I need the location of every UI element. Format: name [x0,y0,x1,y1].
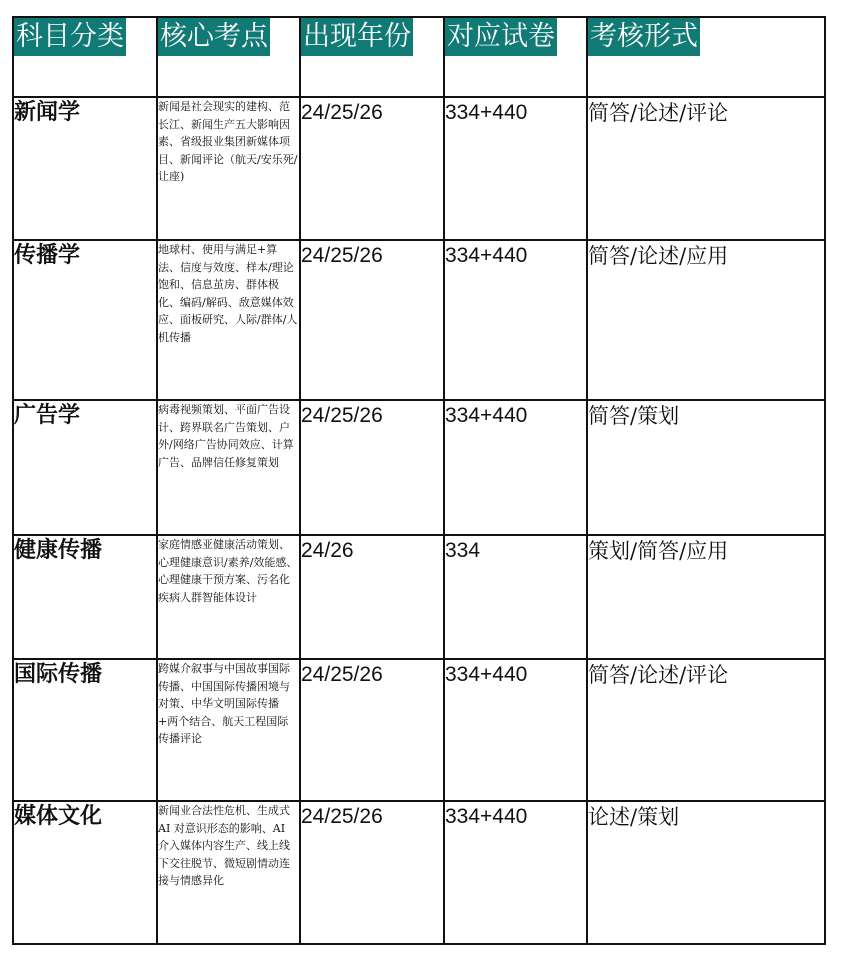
header-label: 出现年份 [301,18,413,56]
years-cell: 24/25/26 [300,97,444,240]
format-cell: 简答/策划 [587,400,825,535]
header-format [587,17,825,97]
years-cell: 24/25/26 [300,659,444,801]
papers-cell: 334+440 [444,97,587,240]
table-row [13,659,825,801]
table-row [13,97,825,240]
header-years [300,17,444,97]
header-papers [444,17,587,97]
papers-cell: 334 [444,535,587,659]
header-label: 对应试卷 [445,18,557,56]
subject-cell: 广告学 [13,400,157,535]
table-row [13,400,825,535]
years-cell: 24/25/26 [300,801,444,944]
exam-topics-table [12,16,826,945]
table-row [13,801,825,944]
points-cell: 新闻是社会现实的建构、范长江、新闻生产五大影响因素、省级报业集团新媒体项目、新闻评论（航天/安乐死/让座) [157,97,300,240]
subject-cell: 新闻学 [13,97,157,240]
papers-cell: 334+440 [444,240,587,400]
format-cell: 论述/策划 [587,801,825,944]
papers-cell: 334+440 [444,801,587,944]
header-points [157,17,300,97]
papers-cell: 334+440 [444,400,587,535]
points-cell: 新闻业合法性危机、生成式 AI 对意识形态的影响、AI 介入媒体内容生产、线上线下交往脱节、微短剧情动连接与情感异化 [157,801,300,944]
subject-cell: 传播学 [13,240,157,400]
papers-cell: 334+440 [444,659,587,801]
table-row [13,535,825,659]
points-cell: 家庭情感亚健康活动策划、心理健康意识/素养/效能感、心理健康干预方案、污名化疾病人群智能体设计 [157,535,300,659]
years-cell: 24/25/26 [300,240,444,400]
format-cell: 简答/论述/应用 [587,240,825,400]
header-subject [13,17,157,97]
subject-cell: 国际传播 [13,659,157,801]
points-cell: 病毒视频策划、平面广告设计、跨界联名广告策划、户外/网络广告协同效应、计算广告、品牌信任修复策划 [157,400,300,535]
points-cell: 跨媒介叙事与中国故事国际传播、中国国际传播困境与对策、中华文明国际传播+两个结合、航天工程国际传播评论 [157,659,300,801]
header-label: 核心考点 [158,18,270,56]
header-row [13,17,825,97]
format-cell: 简答/论述/评论 [587,659,825,801]
table-row [13,240,825,400]
years-cell: 24/25/26 [300,400,444,535]
points-cell: 地球村、使用与满足+算法、信度与效度、样本/理论饱和、信息茧房、群体极化、编码/解码、敌意媒体效应、面板研究、人际/群体/人机传播 [157,240,300,400]
subject-cell: 健康传播 [13,535,157,659]
format-cell: 简答/论述/评论 [587,97,825,240]
subject-cell: 媒体文化 [13,801,157,944]
format-cell: 策划/简答/应用 [587,535,825,659]
years-cell: 24/26 [300,535,444,659]
header-label: 考核形式 [588,18,700,56]
header-label: 科目分类 [14,18,126,56]
